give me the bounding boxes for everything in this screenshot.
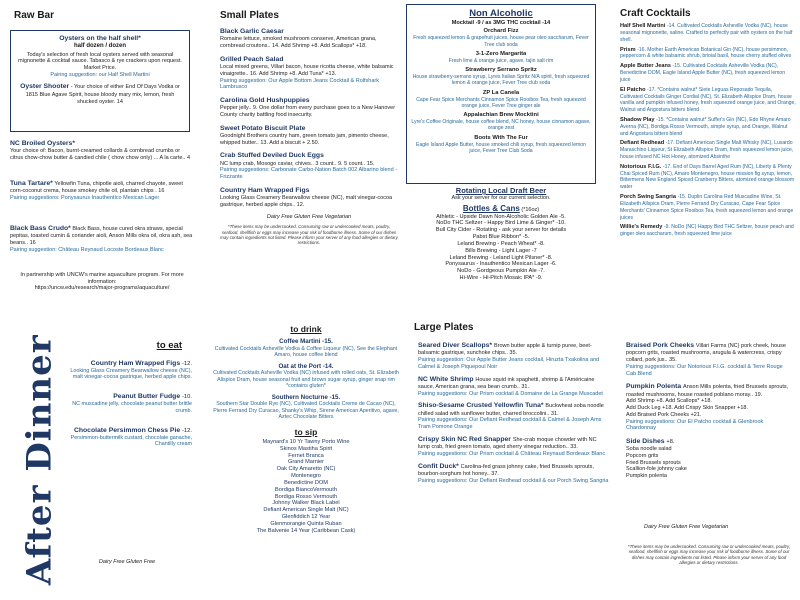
raw-bar-section — [10, 10, 198, 295]
shooter-title: Oyster Shooter — [20, 83, 70, 91]
sip-item: Bordiga Rosso Vermouth — [274, 493, 338, 500]
entree-name: Side Dishes — [626, 437, 667, 445]
small-plates-section — [220, 10, 398, 295]
item-name: Crab Stuffed Deviled Duck Eggs — [220, 152, 324, 160]
large-plates-left — [418, 342, 610, 489]
dessert-item — [62, 360, 192, 381]
oysters-title: Oysters on the half shell* — [59, 35, 141, 42]
mocktail-item — [411, 51, 591, 64]
entree-desc: Villari Farms (NC) pork cheek, house popcorn grits, roasted mushrooms, arugula & watercress, crispy collard, pork jus.. 35. — [626, 343, 786, 364]
mocktail-item — [411, 112, 591, 131]
to-sip-list — [210, 439, 402, 534]
partnership-note — [10, 272, 194, 292]
beer-line: Bills Brewing - Light Lager -7 — [465, 247, 537, 254]
cocktail-name: Defiant Redhead — [620, 140, 666, 147]
to-eat-list — [62, 360, 192, 448]
cocktail-desc: -17. *Contains walnut* Siete Leguas Reposado Tequila, Cultivated Cocktails Ginger Cordial (NC), St. Elizabeth Allspice Dram, house vanilla and pumpkin infused honey, fresh squeezed orange juice, and Orange, Walnut and Angostura bitters blend — [620, 86, 796, 114]
oyster-shooter — [17, 83, 183, 105]
entree-name: Seared Diver Scallops* — [418, 342, 494, 349]
non-alc-list — [411, 28, 591, 154]
cocktail-item — [620, 47, 796, 61]
dessert-desc: NC muscadine jelly, chocolate peanut butter brittle crumb. — [72, 401, 192, 414]
sip-item: Fernet Branca — [288, 452, 324, 459]
tuna-title: Tuna Tartare* — [10, 180, 53, 187]
to-sip-title: to sip — [294, 426, 318, 437]
cocktail-item — [620, 87, 796, 114]
after-drink-desc: Southern Star Double Rye (NC), Cultivated Cocktails Creme de Cacao (NC), Pierre Ferrand Dry Curacao, Shanky's Whip, Sirene American Aperitivo, agave, Aztec Chocolate Bitters — [213, 401, 399, 421]
side-dish: Scallion-fole johnny cake — [626, 466, 687, 473]
entree-name: NC White Shrimp — [418, 375, 476, 383]
cocktail-name: Apple Butter Jeans — [620, 63, 673, 70]
entree-name: Braised Pork Cheeks — [626, 342, 696, 349]
cocktail-desc: -17. Defiant American Single Malt Whisky (NC), Luxardo Maraschino Liqueur, St Elizabeth Allspice Dram, fresh squeezed lemon juice, house infused NC Hot Honey, atomized Absinthe — [620, 140, 794, 160]
large-plates-footer: Dairy Free Gluten Free Vegetarian — [644, 524, 729, 530]
after-drink-desc: Cultivated Cocktails Asheville Vodka (NC) infused with rolled oats, St. Elizabeth Allspice Dram, house seasonal fruit and brown sugar syrup, ginger snap rim *contains gluten* — [213, 370, 399, 390]
cocktail-desc: -9. NoDo (NC) Happy Bird THC Seltzer, house peach and ginger oleo saccharum, fresh squeezed lime juice — [620, 224, 794, 238]
sip-item: Bordiga BiancoVermouth — [275, 486, 337, 493]
entree-addon: Add Duck Leg +18. Add Crispy Skin Snapper +18. — [626, 405, 748, 412]
side-dish: Popcorn grits — [626, 452, 659, 459]
to-eat-title: to eat — [156, 340, 182, 351]
beer-line: Bull City Cider - Rotating - ask your server for details — [435, 227, 567, 234]
item-name: Country Ham Wrapped Figs — [220, 186, 310, 194]
entree-desc: Brown butter apple & turnip puree, beet-balsamic gastrique, sunchoke chips.. 35. — [418, 343, 592, 357]
entree-pairing: Pairing suggestion: Our Apple Butter Jeans cocktail, Hiruzta Txakolina and Calmel & Joseph Piquepoul Noir — [418, 357, 600, 370]
cocktail-item — [620, 117, 796, 137]
cocktail-item — [620, 140, 796, 160]
entree-desc: Anson Mills polenta, fried Brussels sprouts, roasted mushrooms, house roasted poblano moray.. 19. — [626, 384, 789, 398]
craft-title: Craft Cocktails — [620, 8, 691, 19]
broiled-desc: Your choice of: Bacon, burnt-creamed collards & cornbread crumbs or citrus chow-chow butter & candied chile ( chow chow only) ... A la carte.. 4 — [10, 148, 191, 161]
entree-name: Crispy Skin NC Red Snapper — [418, 435, 513, 443]
menu-item — [220, 125, 398, 147]
item-name: Grilled Peach Salad — [220, 55, 284, 63]
dessert-item — [62, 393, 192, 414]
entree-addon: Add Shrimp +8. Add Scallops* +18. — [626, 398, 712, 405]
side-dish: Soba noodle salad — [626, 446, 672, 453]
item-desc: NC lump crab, Mosogo caviar, chives.. 3 count.. 9. 5 count.. 15. — [220, 160, 375, 167]
mocktail-item — [411, 67, 591, 86]
after-drink-name: Coffee Martini -15. — [279, 338, 333, 346]
cocktail-item — [620, 194, 796, 221]
mocktail-desc: Fresh squeezed lemon & grapefruit juices, house pear oleo saccharum, Fever Tree club soda — [413, 35, 589, 48]
item-name: Black Garlic Caesar — [220, 28, 284, 36]
item-pairing: Pairing suggestion: Our Apple Bottom Jeans Cocktail & Rolfshark Lambrusco — [220, 77, 379, 91]
mocktail-name: Strawberry Serrano Spritz — [465, 67, 537, 74]
entree-desc: Buckwheat soba noodle chilled salad with sunflower butter, charred broccolini.. 31. — [418, 403, 604, 417]
small-plates-title: Small Plates — [220, 10, 279, 21]
mocktail-item — [411, 135, 591, 154]
craft-list — [620, 23, 796, 238]
entree-item — [418, 376, 610, 398]
after-drink-name: Oat at the Port -14. — [278, 362, 334, 370]
dessert-header — [62, 360, 192, 368]
mocktail-desc: Fresh lime & orange juice, agave, tajin salt rim — [448, 57, 554, 64]
cocktail-desc: -15. Duplin Carolina Red Muscadine Wine, St. Elizabeth Allspice Dram, Pierre Ferrand Dry Curacao, Cape Fear Spice Merchants' Cinnamon Spice Rooibos Tea, fresh squeezed lemon and orange juices — [620, 194, 794, 221]
small-plates-list — [220, 28, 398, 208]
item-pairing: Pairing suggestions: Carbonate Carbo-Nation Batch 002 Albarino blend - Frizzante — [220, 167, 398, 181]
broiled-title: NC Broiled Oysters* — [10, 140, 75, 147]
sip-item: Glenmorangie Quinta Ruban — [270, 520, 342, 527]
beer-line: Ponysaurus - Inauthentico Mexican Lager -6. — [445, 261, 557, 268]
mocktail-name: Appalachian Brew Mocktini — [463, 112, 539, 119]
bass-pair: Pairing suggestion: Château Reynaud Locoste Bordeaux Blanc — [10, 246, 164, 253]
menu-item — [220, 28, 398, 50]
mocktail-desc: Cape Fear Spice Merchants Cinnamon Spice Rooibos Tea, fresh squeezed orange juice, Fever Tree ginger ale — [416, 96, 586, 109]
sip-item: The Balvenie 14 Year (Caribbean Cask) — [256, 527, 356, 534]
large-plates-disclaimer: *These items may be undercooked. Consuming raw or undercooked meats, poultry, seafood, shellfish or eggs may increase your risk of foodborne illness. Some of our dishes may contain ingredients not listed. Please inform your server of any food allergies or dietary restrictions. — [627, 544, 791, 566]
entree-item — [418, 342, 610, 371]
entree-item — [626, 438, 792, 480]
bottles-size: (*16oz) — [521, 206, 540, 213]
bass-title: Black Bass Crudo* — [10, 225, 71, 232]
beer-line: NoDo - Gordgeous Pumpkin Ale -7. — [457, 268, 545, 275]
mocktail-name: 3-1-Zero Margarita — [475, 50, 527, 57]
mocktail-desc: Lyre's Coffee Originale, house coffee blend, NC honey, house cinnamon agave, orange zest — [411, 119, 591, 132]
oysters-pair: Pairing suggestion: our Half Shell Martini — [50, 71, 150, 78]
oysters-box — [10, 30, 190, 132]
mocktail-name: Boots With The Fur — [474, 134, 528, 141]
dessert-header — [62, 393, 192, 401]
bass-desc: Black Bass, house cured okra straws, special pepitas, toasted cumin & coriander aioli, Anson Mills okra oil, okra ash, sea beans.. 16 — [10, 226, 193, 247]
cocktail-name: Prism — [620, 46, 638, 53]
sip-item: Oak City Amaretto (NC) — [276, 466, 336, 473]
to-drink-list — [210, 338, 402, 420]
entree-pairing: Pairing suggestions: Our Prism cocktail & Domaine de La Grange Muscadet — [418, 390, 603, 397]
cocktail-desc: -15. Cultivated Cocktails Asheville Vodka (NC), Benedictine DOM, Eagle Island Apple Butter (NC), fresh squeezed lemon juice — [620, 63, 786, 83]
bottles-header — [406, 204, 596, 214]
small-plates-disclaimer: *These items may be undercooked. Consuming raw or undercooked meats, poultry, seafood, shellfish or eggs may increase your risk of foodborne illness. Some of our dishes may contain ingredients not listed. Please inform your server of any food allergies or dietary restrictions. — [220, 224, 398, 246]
after-dinner-label — [14, 334, 66, 586]
partnership-url[interactable]: https://uncw.edu/research/major-programs/aquaculture/ — [34, 285, 170, 292]
entree-desc: She-crab moque chowder with NC lump crab, fried green tomato, aged sherry vinegar reduction.. 33. — [418, 436, 597, 451]
sip-item: Johnny Walker Black Label — [272, 500, 340, 507]
bottles-title: Bottles & Cans — [462, 203, 520, 213]
entree-desc: House squid ink spaghetti, shrimp & l'Américaine sauce, American grana, sea bean crumb.. 31. — [418, 376, 595, 390]
beer-line: Hi-Wire - Hi-Pitch Mosaic IPA* -9. — [459, 274, 543, 281]
item-desc: Looking Glass Creamery Bearwallow cheese (NC), malt vinegar-cocoa gastrique, herbed apple chips.. 12. — [220, 195, 393, 208]
menu-item — [220, 56, 398, 91]
dessert-price: -12. — [182, 427, 192, 434]
cocktail-name: Notorious F.I.G. — [620, 163, 663, 170]
side-dish: Fried Brussels sprouts — [626, 459, 681, 466]
entree-pairing: Pairing suggestions: Our Defiant Redhead cocktail & our Porch Swing Sangria — [418, 477, 609, 484]
after-drink-desc: Cultivated Cocktails Asheville Vodka & Coffee Liqueur (NC), See the Elephant Amaro, house coffee blend — [214, 345, 398, 359]
non-alcoholic-box — [406, 4, 596, 184]
after-drink-item — [210, 394, 402, 421]
sip-item: Grand Marnier — [287, 459, 325, 466]
partnership-text: In partnership with UNCW's marine aquaculture program. For more information: — [20, 272, 184, 285]
entree-desc: Carolina-fed grass johnny cake, fried Brussels sprouts, bourbon-sorghum hot honey.. 37. — [418, 463, 594, 477]
entree-pairing: Pairing suggestions: Our Defiant Redhead cocktail & Calmel & Joseph Ams Tram Pomone Orange — [418, 417, 602, 431]
sip-item: Defiant American Single Malt (NC) — [263, 507, 349, 514]
side-dish: Pumpkin polenta — [626, 473, 667, 480]
mocktail-desc: Eagle Island Apple Butter, house smoked chili syrup, fresh squeezed lemon juice, Fever Tree Club Soda — [416, 141, 586, 154]
raw-bar-title: Raw Bar — [14, 10, 55, 21]
cocktail-name: Shadow Play — [620, 116, 657, 123]
non-alc-title: Non Alcoholic — [469, 8, 533, 19]
dessert-header — [62, 427, 192, 435]
draft-title: Rotating Local Draft Beer — [455, 186, 547, 195]
tuna-pair: Pairing suggestions: Ponysaurus Inauthentico Mexican Lager — [10, 195, 160, 202]
cocktail-desc: -14. Cultivated Cocktails Asheville Vodka (NC), house seasonal mignonette, saline. Crafted to perfectly pair with oysters on the half shell. — [620, 23, 793, 43]
after-dinner-text: After Dinner — [19, 334, 60, 586]
large-plates-section — [414, 322, 798, 598]
item-desc: Goodnight Brothers country ham, green tomato jam, pimento cheese, whipped butter.. 13. Add a biscuit + 2.50. — [220, 132, 389, 146]
entree-price: +8. — [666, 438, 675, 445]
tuna-tartare — [10, 180, 194, 202]
item-desc: Pepper jelly.. 9. One dollar from every purchase goes to a New Hanover County charity battling food insecurity. — [220, 105, 396, 118]
dessert-desc: Looking Glass Creamery Bearwallow cheese (NC), malt vinegar-cocoa gastrique, herbed apple chips. — [70, 367, 192, 381]
oysters-price: half dozen / dozen — [74, 43, 126, 50]
entree-pairing: Pairing suggestions: Our Notorious F.I.G. cocktail & Terre Rouge Cab Blend — [626, 363, 783, 377]
entree-item — [626, 342, 792, 377]
after-drink-name: Southern Nocturne -15. — [271, 393, 341, 401]
menu-item — [220, 152, 398, 180]
sip-item: Montenegro — [291, 473, 321, 480]
entree-item — [418, 402, 610, 431]
cocktail-desc: -16. Mother Earth American Botanical Gin (NC), house persimmon, peppercorn & white balsamic shrub, brioial basil, house cherry stuffed olives — [620, 46, 792, 60]
menu-item — [220, 187, 398, 209]
entree-pairing: Pairing suggestions: Our Prism cocktail & Château Reynaud Bordeaux Blanc — [418, 450, 606, 457]
tuna-desc: Yellowfin Tuna, chipotle aioli, charred chayote, sweet corn-coconut crema, house smokey chile oil, plantain chips . 16 — [10, 181, 183, 195]
cocktail-desc: -17. End of Days Barrel Aged Rum (NC), Liberty & Plenty Chai Spiced Rum (NC), Amaro Montenegro, house mission fig syrup, lemon, Bittermens New England Spiced Cranberry Bitters, atomized orange blossom water — [620, 163, 795, 191]
dessert-desc: Persimmon-buttermilk custard, chocolate ganache, Chantilly cream — [70, 434, 192, 448]
dessert-name: Peanut Butter Fudge — [113, 393, 182, 401]
to-drink-title: to drink — [290, 324, 322, 334]
entree-item — [418, 436, 610, 458]
cocktail-item — [620, 164, 796, 191]
entree-name: Confit Duck* — [418, 462, 461, 470]
dessert-price: -12. — [182, 360, 192, 367]
sip-item: Maynard's 10 Yr Tawny Porto Wine — [262, 439, 350, 446]
sip-item: Benedictine DOM — [284, 479, 328, 486]
sip-item: Glenfiddich 12 Year — [281, 513, 331, 520]
cocktail-name: Porch Swing Sangria — [620, 194, 678, 201]
beer-line: Leland Brewing - Peach Wheat* -8. — [457, 240, 545, 247]
cocktail-name: Willie's Remedy — [620, 224, 664, 231]
mocktail-name: Orchard Fizz — [483, 28, 519, 35]
dessert-item — [62, 427, 192, 448]
black-bass-crudo — [10, 225, 194, 254]
to-eat-footer: Dairy Free Gluten Free — [98, 559, 156, 566]
after-drink-item — [210, 338, 402, 358]
beer-line: Pabst Blue Ribbon* -5. — [472, 234, 530, 241]
beer-line: Athletic - Upside Dawn Non-Alcoholic Golden Ale -5. — [436, 213, 566, 220]
item-name: Carolina Gold Hushpuppies — [220, 96, 310, 104]
cocktail-name: El Patcho — [620, 86, 648, 93]
menu-item — [220, 97, 398, 119]
small-plates-footer: Dairy Free Gluten Free Vegetarian — [266, 214, 352, 221]
craft-cocktails-section — [620, 8, 796, 296]
beer-line: NoDo THC Seltzer - Happy Bird Lime & Ginger* -10. — [436, 220, 566, 227]
to-drink-section — [210, 324, 402, 594]
entree-item — [418, 463, 610, 485]
mocktail-name: ZP La Canela — [482, 89, 520, 96]
mocktail-desc: House strawberry-serrano syrup, Lyres Italian Spritz N/A spirit, fresh squeezed lemon & orange juice, Fever Tree club soda — [412, 74, 590, 87]
mocktail-item — [411, 28, 591, 47]
beer-line: Leland Brewing - Leland Light Pilsner* -8. — [449, 254, 553, 261]
cocktail-item — [620, 23, 796, 43]
item-desc: Local mixed greens, Villari bacon, house ricotta cheese, white balsamic vinaigrette.. 16. Add Shrimp +8. Add Tuna* +13. — [220, 64, 394, 77]
large-plates-right — [626, 342, 792, 486]
entree-name: Shiso-Sesame Crusted Yellowfin Tuna* — [418, 402, 546, 410]
entree-addon: Add Braised Pork Cheeks +21. — [626, 411, 702, 418]
cocktail-item — [620, 224, 796, 238]
draft-desc: Ask your server for our current selection. — [451, 195, 551, 202]
large-plates-title: Large Plates — [414, 322, 474, 333]
shooter-desc: - Your choice of either End Of Days Vodka or 1815 Blue Agave Spirit, house bloody mary mix, lemon, fresh shucked oyster. 14 — [25, 84, 180, 105]
entree-item — [626, 383, 792, 432]
dessert-price: -10. — [182, 394, 192, 401]
entree-name: Pumpkin Polenta — [626, 383, 684, 391]
sip-item: Skinos Mastiha Spirit — [279, 445, 333, 452]
cocktail-item — [620, 63, 796, 83]
after-drink-item — [210, 363, 402, 390]
dessert-name: Country Ham Wrapped Figs — [90, 359, 182, 367]
beer-list — [406, 214, 596, 282]
entree-pairing: Pairing suggestions: Our El Patcho cocktail & Glenbrook Chardonnay — [626, 418, 764, 432]
oysters-desc: Today's selection of fresh local oysters served with seasonal mignonette & cocktail sauce. Tabasco & rye crackers upon request. Market Price. — [18, 51, 182, 71]
cocktail-desc: -15. *Contains walnut* Suffer's Gin (NC), Edo Rhyne Amaro Averna (NC), Bordiga Rosso Vermouth, simple syrup, and Orange, Walnut and Angostura bitters blend — [620, 116, 791, 137]
mocktail-item — [411, 90, 591, 109]
cocktail-name: Half Shell Martini — [620, 23, 667, 30]
broiled-oysters — [10, 140, 194, 162]
non-alc-subtitle: Mocktail -9 / as 3MG THC cocktail -14 — [451, 19, 551, 26]
to-eat-box — [62, 340, 192, 580]
item-name: Sweet Potato Biscuit Plate — [220, 124, 306, 132]
beer-section — [406, 186, 596, 296]
dessert-name: Chocolate Persimmon Chess Pie — [73, 426, 182, 434]
item-desc: Romaine lettuce, smoked mushroom conserve, American grana, cornbread croutons.. 14. Add Shrimp +8. Add Scallops* +18. — [220, 36, 377, 50]
